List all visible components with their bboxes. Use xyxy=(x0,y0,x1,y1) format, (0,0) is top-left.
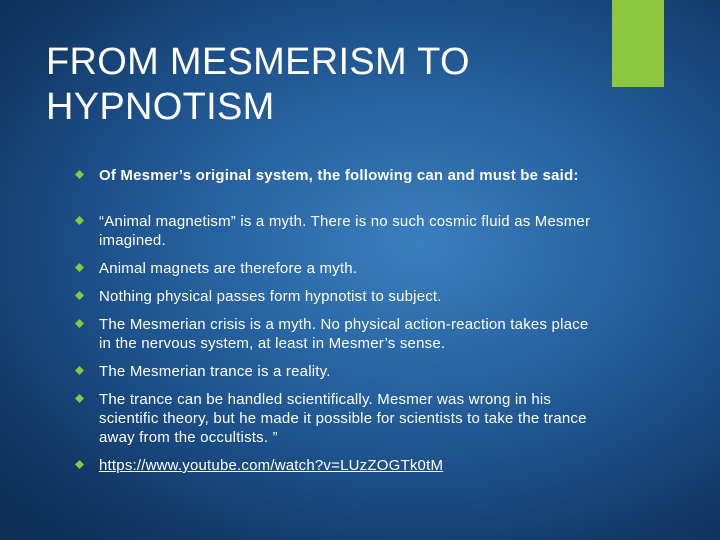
diamond-bullet-icon xyxy=(75,394,84,403)
bullet-text: The Mesmerian crisis is a myth. No physical action-reaction takes place in the nervous system, at least in Mesmer’s sense. xyxy=(99,316,589,352)
diamond-bullet-icon xyxy=(75,460,84,469)
diamond-bullet-icon xyxy=(75,366,84,375)
accent-bar xyxy=(612,0,664,87)
diamond-bullet-icon xyxy=(75,319,84,328)
bullet-text: The Mesmerian trance is a reality. xyxy=(99,363,331,380)
diamond-bullet-icon xyxy=(75,170,84,179)
slide-title: FROM MESMERISM TO HYPNOTISM xyxy=(46,41,470,128)
bullet-text: Of Mesmer’s original system, the following can and must be said: xyxy=(99,167,579,184)
diamond-bullet-icon xyxy=(75,263,84,272)
bullet-text: “Animal magnetism” is a myth. There is no such cosmic fluid as Mesmer imagined. xyxy=(99,213,591,249)
bullet-text xyxy=(99,456,594,475)
bullet-text: Nothing physical passes form hypnotist to subject. xyxy=(99,288,442,305)
bullet-text: The trance can be handled scientifically. Mesmer was wrong in his scientific theory, but he made it possible for scientists to take the trance away from the occultists. ” xyxy=(99,391,587,446)
youtube-link[interactable]: https://www.youtube.com/watch?v=LUzZOGTk0tM xyxy=(99,457,444,474)
diamond-bullet-icon xyxy=(75,291,84,300)
bullet-text: Animal magnets are therefore a myth. xyxy=(99,260,358,277)
diamond-bullet-icon xyxy=(75,216,84,225)
